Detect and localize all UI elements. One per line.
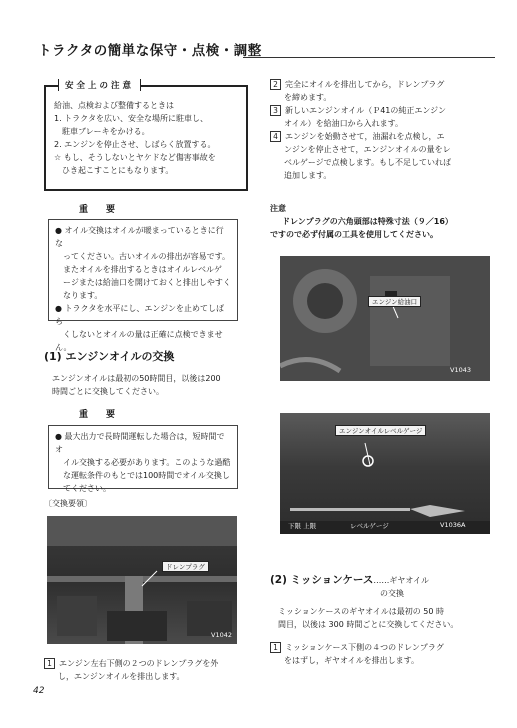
body-line: 間目，以後は 300 時間ごとに交換してください。 <box>278 620 459 629</box>
step-number: 1 <box>270 642 281 653</box>
caution-line: ☆ もし、そうしないとヤケドなど傷害事故を <box>54 153 216 162</box>
photo-code: V1036A <box>440 521 466 529</box>
step-number: 4 <box>270 131 281 142</box>
oil-level-gauge-photo <box>280 413 490 534</box>
important-line: くしないとオイルの量は正確に点検できません。 <box>55 330 223 352</box>
section-heading-engine-oil: (1) エンジンオイルの交換 <box>44 350 175 363</box>
step-text: を締めます。 <box>284 93 332 102</box>
steps-2-4 <box>270 78 485 182</box>
note-line: ドレンプラグの六角頭部は特殊寸法（９／16） <box>282 217 453 226</box>
important-line: なります。 <box>55 291 103 300</box>
drain-plug-photo-art <box>47 516 237 644</box>
step-1 <box>44 657 244 683</box>
engine-filler-photo <box>280 256 490 381</box>
step-text: ンジンを停止させて，エンジンオイルの量をレ <box>284 145 451 154</box>
step-text: エンジンを始動させて，油漏れを点検し，エ <box>285 132 445 141</box>
important-line: ってください。古いオイルの排出が容易です。 <box>55 252 230 261</box>
step-text: をはずし，ギヤオイルを排出します。 <box>284 656 419 665</box>
note-block <box>270 202 490 241</box>
important-line: ● オイル交換はオイルが暖まっているときに行な <box>55 226 224 248</box>
important-box <box>48 425 238 493</box>
level-gauge-label: レベルゲージ <box>350 522 389 530</box>
page-title: トラクタの簡単な保守・点検・調整 <box>38 43 262 59</box>
section-body-transmission <box>278 605 493 631</box>
important-heading: 重 要 <box>79 410 116 420</box>
important-line: ● 最大出力で長時間運転した場合は，短時間でオ <box>55 432 225 454</box>
step-text: 完全にオイルを排出してから，ドレンプラグ <box>285 80 445 89</box>
transmission-step-1 <box>270 641 490 667</box>
caution-line: ひき起こすことにもなります。 <box>54 166 174 175</box>
safety-caution-text <box>54 99 244 177</box>
step-text: ベルゲージで点検します。もし不足していれば <box>284 158 452 167</box>
step-4 <box>270 130 485 182</box>
caution-line: 給油、点検および整備するときは <box>54 101 174 110</box>
step-number: 2 <box>270 79 281 90</box>
section-heading-main: (2) ミッションケース <box>270 574 374 586</box>
drain-plug-photo <box>47 516 237 644</box>
step-2 <box>270 78 485 104</box>
important-heading: 重 要 <box>79 205 116 215</box>
important-line: てください。 <box>55 484 111 493</box>
note-heading: 注意 <box>270 204 286 213</box>
step-text: 新しいエンジンオイル（Ｐ41の純正エンジン <box>285 106 446 115</box>
important-box <box>48 219 238 352</box>
caution-line: 1. トラクタを広い、安全な場所に駐車し、 <box>54 114 209 123</box>
gauge-limits-label: 下限 上限 <box>288 522 317 530</box>
important-line: ージまたは給油口を開けておくと排出しやすく <box>55 278 231 287</box>
step-number: 3 <box>270 105 281 116</box>
photo-code: V1043 <box>450 366 471 374</box>
caution-line: 駐車ブレーキをかける。 <box>54 127 150 136</box>
important-line: またオイルを排出するときはオイルレベルゲ <box>55 265 222 274</box>
safety-caution-tag: 安全上の注意 <box>58 79 141 91</box>
drain-plug-label: ドレンプラグ <box>162 561 209 572</box>
section-body-engine-oil <box>52 372 242 398</box>
important-line: ● トラクタを水平にし、エンジンを止めてしばら <box>55 304 224 326</box>
step-text: し，エンジンオイルを排出します。 <box>58 672 185 681</box>
caution-line: 2. エンジンを停止させ、しばらく放置する。 <box>54 140 216 149</box>
important-line: イル交換する必要があります。このような過酷 <box>55 458 231 467</box>
step-1-line-1 <box>44 657 244 670</box>
step-text: エンジン左右下側の２つのドレンプラグを外 <box>59 659 219 668</box>
note-line: ですので必ず付属の工具を使用してください。 <box>270 230 438 239</box>
engine-filler-photo-art <box>280 256 490 381</box>
body-line: 時間ごとに交換してください。 <box>52 387 164 396</box>
procedure-heading: 〔交換要領〕 <box>44 499 92 508</box>
photo-code: V1042 <box>211 631 232 639</box>
section-heading-line2: の交換 <box>380 589 404 598</box>
oil-level-gauge-label: エンジンオイルレベルゲージ <box>335 425 426 436</box>
page-number: 42 <box>33 686 45 696</box>
engine-filler-label: エンジン給油口 <box>368 296 421 307</box>
body-line: エンジンオイルは最初の50時間目，以後は200 <box>52 374 221 383</box>
step-text: ミッションケース下側の４つのドレンプラグ <box>285 643 444 652</box>
section-heading-suffix: ……ギヤオイル <box>373 576 430 585</box>
step-text: 追加します。 <box>284 171 332 180</box>
step-number: 1 <box>44 658 55 669</box>
body-line: ミッションケースのギヤオイルは最初の 50 時 <box>278 607 444 616</box>
title-rule <box>243 57 495 58</box>
step-3 <box>270 104 485 130</box>
important-line: な運転条件のもとでは100時間でオイル交換し <box>55 471 230 480</box>
step-text: オイル）を給油口から入れます。 <box>284 119 403 128</box>
section-heading-transmission <box>270 568 490 600</box>
